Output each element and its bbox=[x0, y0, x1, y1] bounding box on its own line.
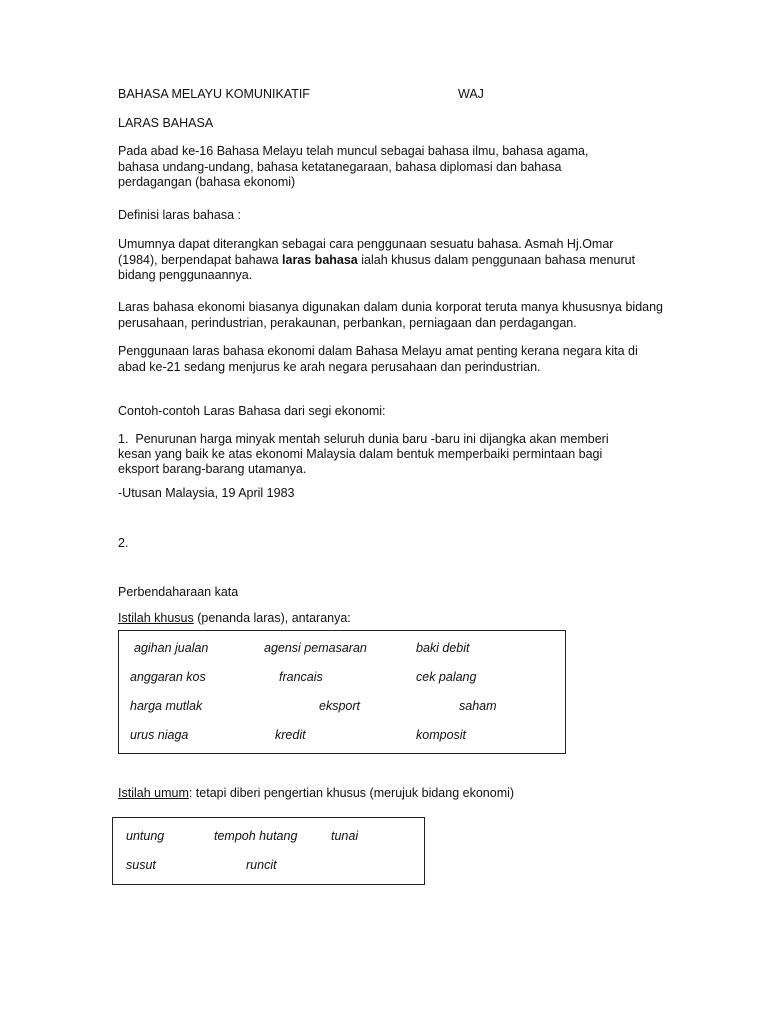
term-umum: untung bbox=[126, 829, 165, 843]
term-khusus: cek palang bbox=[416, 670, 477, 684]
istilah-khusus-heading bbox=[118, 611, 351, 625]
term-umum: susut bbox=[126, 858, 156, 872]
penggunaan-paragraph: Penggunaan laras bahasa ekonomi dalam Bahasa Melayu amat penting kerana negara kita di abad ke-21 sedang menjurus ke arah negara perusahaan dan perindustrian. bbox=[118, 344, 638, 374]
term-umum: runcit bbox=[246, 858, 277, 872]
term-umum: tunai bbox=[331, 829, 359, 843]
term-khusus: eksport bbox=[319, 699, 360, 713]
istilah-umum-heading bbox=[118, 786, 514, 800]
section-title: LARAS BAHASA bbox=[118, 116, 214, 130]
istilah-umum-note: : tetapi diberi pengertian khusus (merujuk bidang ekonomi) bbox=[188, 786, 515, 800]
document-title: BAHASA MELAYU KOMUNIKATIF bbox=[118, 87, 310, 101]
term-khusus: komposit bbox=[416, 728, 467, 742]
term-khusus: saham bbox=[459, 699, 497, 713]
istilah-umum-box bbox=[112, 817, 425, 885]
intro-paragraph: Pada abad ke-16 Bahasa Melayu telah muncul sebagai bahasa ilmu, bahasa agama, bahasa undang-undang, bahasa ketatanegaraan, bahasa diplomasi dan bahasa perdagangan (bahasa ekonomi) bbox=[118, 144, 589, 189]
definition-term: laras bahasa bbox=[282, 252, 358, 267]
example-1-number: 1. bbox=[118, 432, 129, 446]
example-1-body: Penurunan harga minyak mentah seluruh dunia baru -baru ini dijangka akan memberi kesan yang baik ke atas ekonomi Malaysia dalam bentuk memperbaiki permintaan bagi eksport barang-barang utamanya. bbox=[118, 432, 609, 476]
term-khusus: urus niaga bbox=[130, 728, 189, 742]
term-khusus: anggaran kos bbox=[130, 670, 206, 684]
example-1-source: -Utusan Malaysia, 19 April 1983 bbox=[118, 486, 295, 500]
definition-heading: Definisi laras bahasa : bbox=[118, 208, 241, 222]
istilah-khusus-note: (penanda laras), antaranya: bbox=[193, 611, 351, 625]
istilah-khusus-box bbox=[118, 630, 566, 754]
term-khusus: agihan jualan bbox=[134, 641, 209, 655]
term-khusus: agensi pemasaran bbox=[264, 641, 367, 655]
term-khusus: baki debit bbox=[416, 641, 470, 655]
term-umum: tempoh hutang bbox=[214, 829, 298, 843]
document-code: WAJ bbox=[458, 87, 484, 101]
example-2-number: 2. bbox=[118, 536, 129, 550]
example-1-text bbox=[118, 432, 638, 477]
vocab-heading: Perbendaharaan kata bbox=[118, 585, 239, 599]
definition-paragraph bbox=[118, 237, 638, 284]
term-khusus: kredit bbox=[275, 728, 306, 742]
definition-text-before: Umumnya dapat diterangkan sebagai cara penggunaan sesuatu bahasa. Asmah Hj.Omar (1984), berpendapat bahawa bbox=[118, 237, 614, 267]
examples-heading: Contoh-contoh Laras Bahasa dari segi ekonomi: bbox=[118, 404, 386, 418]
term-khusus: harga mutlak bbox=[130, 699, 203, 713]
definition-text-after: ialah khusus dalam penggunaan bahasa menurut bidang penggunaannya. bbox=[118, 252, 636, 282]
ekonomi-paragraph: Laras bahasa ekonomi biasanya digunakan dalam dunia korporat teruta manya khususnya bidang perusahaan, perindustrian, perakaunan, perbankan, perniagaan dan perdagangan. bbox=[118, 300, 663, 330]
istilah-umum-label: Istilah umum bbox=[118, 786, 189, 800]
term-khusus: francais bbox=[279, 670, 323, 684]
istilah-khusus-label: Istilah khusus bbox=[118, 611, 194, 625]
